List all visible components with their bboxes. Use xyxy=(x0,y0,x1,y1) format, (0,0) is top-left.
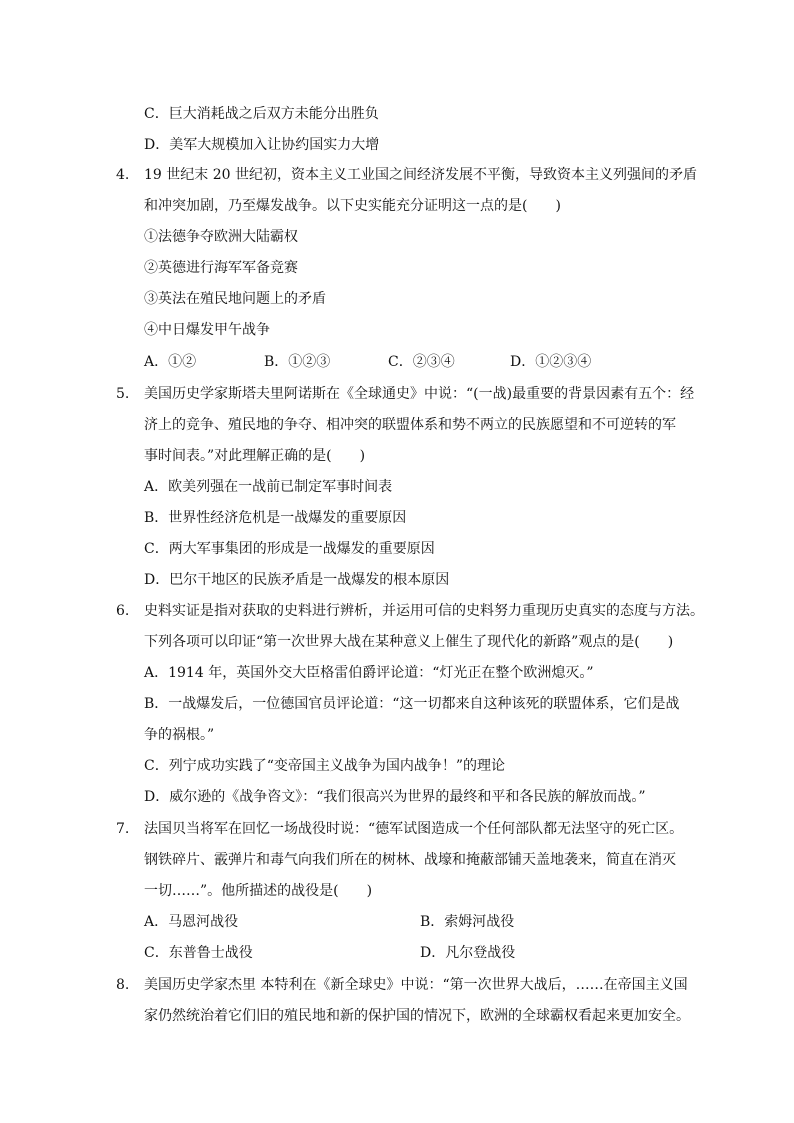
question-7-option-c: C．东普鲁士战役 xyxy=(144,945,253,961)
question-5-stem-line: 事时间表。”对此理解正确的是( ) xyxy=(144,448,366,464)
question-4-option-c: C．②③④ xyxy=(388,354,455,370)
question-7-option-b: B．索姆河战役 xyxy=(420,914,515,930)
question-4-stem-line: 和冲突加剧，乃至爆发战争。以下史实能充分证明这一点的是( ) xyxy=(144,198,561,214)
question-6-option-b-continued: 争的祸根。” xyxy=(144,727,215,743)
question-4-item: ④中日爆发甲午战争 xyxy=(144,322,270,338)
question-7-number: 7. xyxy=(116,821,130,837)
question-8-stem-line: 美国历史学家杰里 本特利在《新全球史》中说：“第一次世界大战后，……在帝国主义国 xyxy=(144,977,688,993)
question-6-stem-line: 下列各项可以印证“第一次世界大战在某种意义上催生了现代化的新路”观点的是( ) xyxy=(144,634,674,650)
question-5-stem-line: 美国历史学家斯塔夫里阿诺斯在《全球通史》中说：“(一战)最重要的背景因素有五个：经 xyxy=(144,386,695,402)
question-7-stem-line: 钢铁碎片、霰弹片和毒气向我们所在的树林、战壕和掩蔽部铺天盖地袭来，简直在消灭 xyxy=(144,852,676,868)
question-4-item: ①法德争夺欧洲大陆霸权 xyxy=(144,229,298,245)
prev-option-c: C．巨大消耗战之后双方未能分出胜负 xyxy=(144,106,379,122)
prev-option-d: D．美军大规模加入让协约国实力大增 xyxy=(144,137,380,153)
question-8-stem-line: 家仍然统治着它们旧的殖民地和新的保护国的情况下，欧洲的全球霸权看起来更加安全。 xyxy=(144,1008,690,1024)
question-7-stem-line: 法国贝当将军在回忆一场战役时说：“德军试图造成一个任何部队都无法坚守的死亡区。 xyxy=(144,821,684,837)
question-7-stem-line: 一切……”。他所描述的战役是( ) xyxy=(144,883,373,899)
question-4-option-b: B．①②③ xyxy=(264,354,331,370)
question-4-option-d: D．①②③④ xyxy=(510,354,592,370)
question-4-item: ③英法在殖民地问题上的矛盾 xyxy=(144,291,326,307)
question-5-option-c: C．两大军事集团的形成是一战爆发的重要原因 xyxy=(144,541,435,557)
question-7-option-a: A．马恩河战役 xyxy=(144,914,239,930)
question-5-number: 5. xyxy=(116,386,130,402)
question-6-option-a: A．1914 年，英国外交大臣格雷伯爵评论道：“灯光正在整个欧洲熄灭。” xyxy=(144,665,594,681)
question-6-option-d: D．威尔逊的《战争咨文》：“我们很高兴为世界的最终和平和各民族的解放而战。” xyxy=(144,789,646,805)
question-5-option-b: B．世界性经济危机是一战爆发的重要原因 xyxy=(144,510,407,526)
question-6-number: 6. xyxy=(116,603,130,619)
question-5-option-a: A．欧美列强在一战前已制定军事时间表 xyxy=(144,479,393,495)
question-4-item: ②英德进行海军军备竞赛 xyxy=(144,260,298,276)
question-7-option-d: D．凡尔登战役 xyxy=(420,945,516,961)
question-5-stem-line: 济上的竞争、殖民地的争夺、相冲突的联盟体系和势不两立的民族愿望和不可逆转的军 xyxy=(144,417,676,433)
question-4-number: 4. xyxy=(116,167,130,183)
question-6-option-b: B．一战爆发后，一位德国官员评论道：“这一切都来自这种该死的联盟体系，它们是战 xyxy=(144,696,680,712)
question-4-stem-line: 19 世纪末 20 世纪初，资本主义工业国之间经济发展不平衡，导致资本主义列强间的矛盾 xyxy=(144,167,697,183)
question-6-option-c: C．列宁成功实践了“变帝国主义战争为国内战争！”的理论 xyxy=(144,758,506,774)
question-6-stem-line: 史料实证是指对获取的史料进行辨析，并运用可信的史料努力重现历史真实的态度与方法。 xyxy=(144,603,704,619)
question-4-option-a: A．①② xyxy=(144,354,197,370)
question-8-number: 8. xyxy=(116,977,130,993)
question-5-option-d: D．巴尔干地区的民族矛盾是一战爆发的根本原因 xyxy=(144,572,450,588)
